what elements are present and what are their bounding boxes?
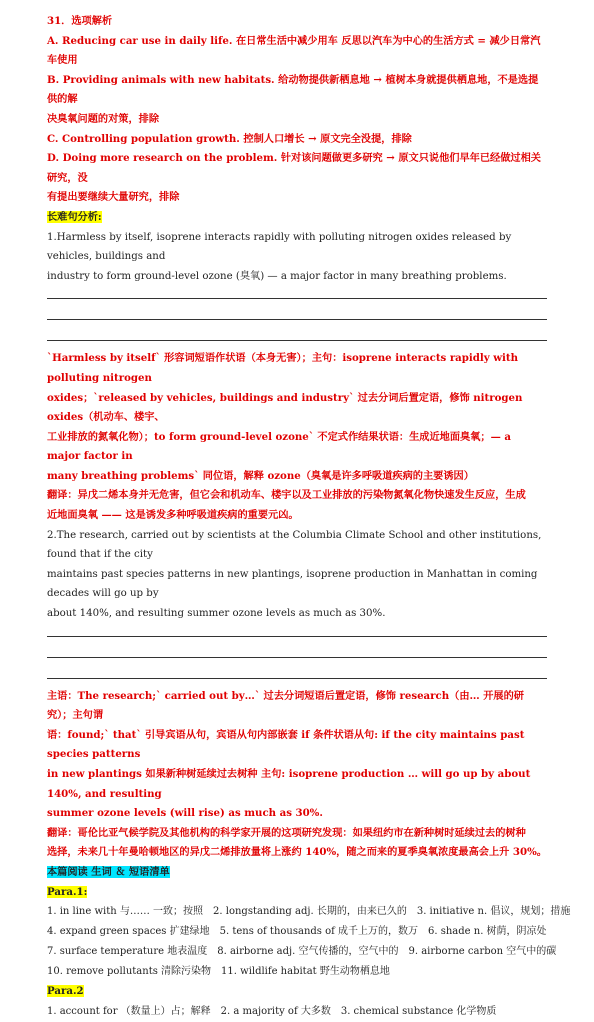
option-line: 决臭氧问题的对策，排除 [47, 112, 160, 125]
sentence-1 [47, 228, 547, 287]
sentence-line: 1.Harmless by itself, isoprene interacts rapidly with polluting nitrogen oxides released by vehicles, buildings and [47, 231, 512, 263]
sentence-line: maintains past species patterns in new plantings, isoprene production in Manhattan in coming decades will go up by [47, 568, 538, 600]
option-line: B. Providing animals with new habitats. 给动物提供新栖息地 → 植树本身就提供栖息地，不是选提供的解 [47, 73, 539, 106]
vocab-item: 7. surface temperature 地表温度 [47, 946, 208, 958]
analysis-line: summer ozone levels (will rise) as much as 30%. [47, 807, 323, 820]
vocab-item: 2. longstanding adj. 长期的，由来已久的 [213, 906, 407, 918]
option-analysis [47, 32, 547, 208]
vocab-row [47, 1002, 547, 1022]
vocab-row [47, 922, 547, 942]
vocab-row [47, 902, 571, 922]
option-line: 有提出要继续大量研究，排除 [47, 191, 180, 204]
para-1-label: Para.1: [47, 885, 88, 898]
translation-line: 翻译：异戊二烯本身并无危害，但它会和机动车、楼宇以及工业排放的污染物氮氧化物快速发生反应，生成 [47, 489, 526, 502]
analysis-line: in new plantings 如果新种树延续过去树种 主句: isoprene production … will go up by about 140%, and resulting [47, 768, 531, 800]
sentence-line: about 140%, and resulting summer ozone levels as much as 30%. [47, 608, 386, 620]
sentence-2-analysis [47, 687, 547, 863]
sentence-line: industry to form ground-level ozone (臭氧) — a major factor in many breathing problems. [47, 270, 507, 282]
vocab-item: 3. initiative n. 倡议，规划；措施 [416, 906, 571, 918]
vocab-row [47, 942, 557, 962]
option-line: A. Reducing car use in daily life. 在日常生活中减少用车 反思以汽车为中心的生活方式 = 减少日常汽车使用 [47, 34, 541, 67]
analysis-line: 主语：The research;` carried out by…` 过去分词短语后置定语，修饰 research（由… 开展的研究）；主句谓 [47, 689, 524, 722]
vocab-item: 1. account for （数量上）占；解释 [47, 1005, 211, 1017]
vocab-item: 3. chemical substance 化学物质 [340, 1005, 497, 1017]
answer-line [47, 645, 547, 658]
option-line: D. Doing more research on the problem. 针对该问题做更多研究 → 原文只说他们早年已经做过相关研究，没 [47, 152, 541, 184]
vocab-item: 1. in line with 与…… 一致；按照 [47, 906, 204, 918]
analysis-line: 工业排放的氮氧化物）；to form ground-level ozone` 不定式作结果状语：生成近地面臭氧；— a major factor in [47, 430, 511, 463]
option-line: C. Controlling population growth. 控制人口增长 → 原文完全没提，排除 [47, 132, 412, 145]
vocab-item: 4. expand green spaces 扩建绿地 [47, 926, 210, 938]
sentence-line: 2.The research, carried out by scientists at the Columbia Climate School and other institutions, found that if the city [47, 529, 542, 561]
translation-line: 选择，未来几十年曼哈顿地区的异戊二烯排放量将上涨约 140%，随之而来的夏季臭氧浓度最高会上升 30%。 [47, 846, 547, 859]
answer-line [47, 666, 547, 679]
para-1-vocab [47, 902, 571, 982]
vocab-row [47, 962, 547, 982]
analysis-line: `Harmless by itself` 形容词短语作状语（本身无害）；主句：isoprene interacts rapidly with polluting nitrogen [47, 352, 518, 384]
vocab-item: 11. wildlife habitat 野生动物栖息地 [221, 966, 390, 978]
answer-line [47, 307, 547, 320]
sentence-2 [47, 526, 547, 624]
answer-line [47, 624, 547, 637]
vocab-item: 8. airborne adj. 空气传播的，空气中的 [217, 946, 399, 958]
translation-line: 翻译：哥伦比亚气候学院及其他机构的科学家开展的这项研究发现：如果纽约市在新种树时延续过去的树种 [47, 826, 526, 839]
para-2-vocab [47, 1002, 547, 1022]
sentence-1-analysis [47, 349, 547, 525]
para-2-label: Para.2 [47, 985, 84, 998]
analysis-line: 语：found;` that` 引导宾语从句，宾语从句内部嵌套 if 条件状语从句: if the city maintains past species patterns [47, 728, 525, 761]
vocab-item: 9. airborne carbon 空气中的碳 [408, 946, 557, 958]
vocab-item: 6. shade n. 树荫，阴凉处 [428, 926, 547, 938]
vocab-item: 2. a majority of 大多数 [220, 1005, 331, 1017]
question-title: 31．选项解析 [47, 15, 113, 27]
analysis-line: many breathing problems` 同位语，解释 ozone（臭氧是许多呼吸道疾病的主要诱因） [47, 469, 474, 482]
vocab-heading: 本篇阅读 生词 ＆ 短语清单 [47, 865, 170, 878]
answer-line [47, 286, 547, 299]
vocab-item: 10. remove pollutants 清除污染物 [47, 966, 212, 978]
vocab-item: 5. tens of thousands of 成千上万的，数万 [219, 926, 418, 938]
answer-line [47, 328, 547, 341]
analysis-heading: 长难句分析: [47, 210, 102, 223]
translation-line: 近地面臭氧 —— 这是诱发多种呼吸道疾病的重要元凶。 [47, 509, 299, 522]
analysis-line: oxides；`released by vehicles, buildings and industry` 过去分词后置定语，修饰 nitrogen oxides（机动车、楼宇、 [47, 391, 523, 424]
